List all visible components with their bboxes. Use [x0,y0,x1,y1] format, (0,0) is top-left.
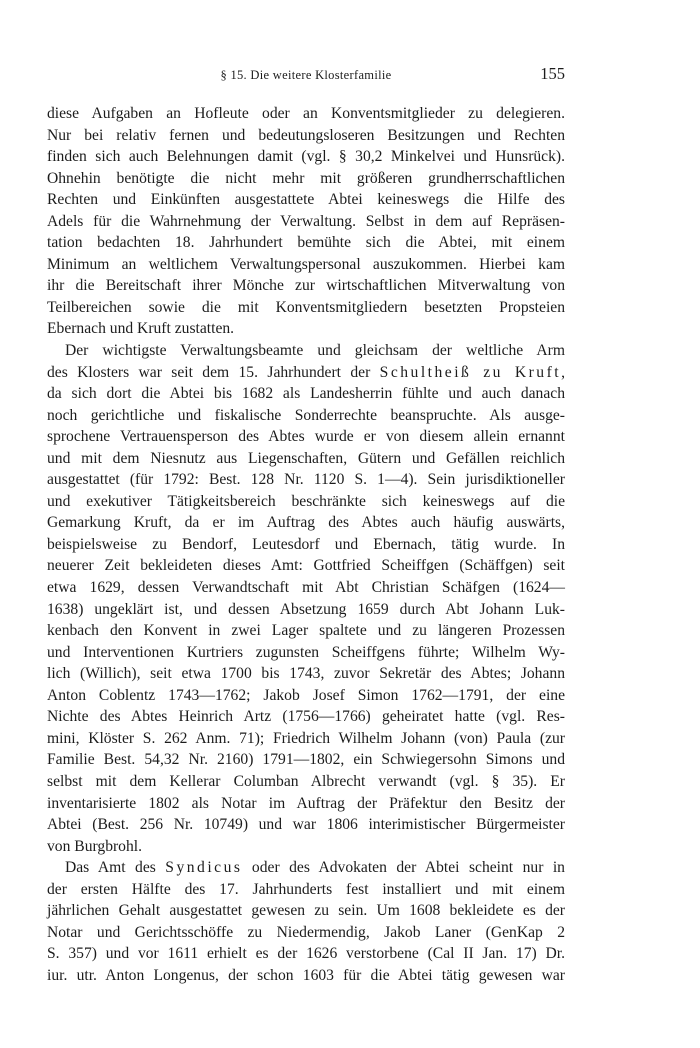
text-segment: , [561,363,566,381]
text-line: kenbach den Konvent in zwei Lager spaltete und zu längeren Prozessen [47,622,565,640]
text-line: und Interventionen Kurtriers zugunsten Scheiffgens führte; Wilhelm Wy- [47,643,565,661]
text-line: tation bedachten 18. Jahrhundert bemühte sich die Abtei, mit einem [47,234,565,252]
text-line: mini, Klöster S. 262 Anm. 71); Friedrich Wilhelm Johann (von) Paula (zur [47,729,565,747]
spaced-term: Syndicus [165,859,243,877]
text-line: Gemarkung Kruft, da er im Auftrag des Abtes auch häufig auswärts, [47,514,565,532]
text-line: noch gerichtliche und fiskalische Sonderrechte beanspruchte. Als ausge- [47,406,565,424]
text-line: und exekutiver Tätigkeitsbereich beschränkte sich keineswegs auf die [47,492,565,510]
text-line: ausgestattet (für 1792: Best. 128 Nr. 1120 S. 1—4). Sein jurisdiktioneller [47,471,565,489]
text-line: Ohnehin benötigte die nicht mehr mit größeren grundherrschaftlichen [47,169,565,187]
text-line: finden sich auch Belehnungen damit (vgl. § 30,2 Minkelvei und Hunsrück). [47,148,565,166]
text-line: Teilbereichen sowie die mit Konventsmitgliedern besetzten Propsteien [47,298,565,316]
text-segment: Das Amt des [65,859,166,877]
text-line: diese Aufgaben an Hofleute oder an Konventsmitglieder zu delegieren. [47,105,565,122]
text-segment: des Klosters war seit dem 15. Jahrhundert der [47,363,380,381]
text-line: der ersten Hälfte des 17. Jahrhunderts fest installiert und mit einem [47,880,565,898]
text-line: ihr die Bereitschaft ihrer Mönche zur wirtschaftlichen Mitverwaltung von [47,277,565,295]
text-line: beispielsweise zu Bendorf, Leutesdorf und Ebernach, tätig wurde. In [47,535,565,553]
text-segment: oder des Advokaten der Abtei scheint nur in [242,859,565,877]
text-line: inventarisierte 1802 als Notar im Auftrag der Präfektur den Besitz der [47,794,565,812]
text-line: jährlichen Gehalt ausgestattet gewesen zu sein. Um 1608 bekleidete es der [47,902,565,920]
text-line: sprochene Vertrauensperson des Abtes wurde er von diesem allein ernannt [47,428,565,446]
text-line: Nur bei relativ fernen und bedeutungsloseren Besitzungen und Rechten [47,126,565,144]
text-line: etwa 1629, dessen Verwandtschaft mit Abt Christian Schäfgen (1624— [47,579,565,597]
text-line [47,362,565,384]
text-line: iur. utr. Anton Longenus, der schon 1603 für die Abtei tätig gewesen war [47,966,565,984]
text-line: Nichte des Abtes Heinrich Artz (1756—1766) geheiratet hatte (vgl. Res- [47,708,565,726]
spaced-term: Schultheiß zu Kruft [379,363,562,381]
text-line: von Burgbrohl. [47,837,143,855]
text-line: Notar und Gerichtsschöffe zu Niedermendig, Jakob Laner (GenKap 2 [47,923,565,941]
text-line [47,857,565,879]
text-line: Rechten und Einkünften ausgestattete Abtei keineswegs die Hilfe des [47,191,565,209]
text-line: Ebernach und Kruft zustatten. [47,320,235,338]
text-line: neuerer Zeit bekleideten dieses Amt: Gottfried Scheiffgen (Schäffgen) seit [47,557,565,575]
text-line: Familie Best. 54,32 Nr. 2160) 1791—1802, ein Schwiegersohn Simons und [47,751,565,769]
page-number: 155 [540,64,565,83]
text-line: und mit dem Niesnutz aus Liegenschaften, Gütern und Gefällen reichlich [47,449,565,467]
body-text [47,103,565,986]
text-line: Der wichtigste Verwaltungsbeamte und gleichsam der weltliche Arm [65,342,565,360]
text-line: S. 357) und vor 1611 erhielt es der 1626 verstorbene (Cal II Jan. 17) Dr. [47,945,565,963]
text-line: Minimum an weltlichem Verwaltungspersonal auszukommen. Hierbei kam [47,255,565,273]
text-line: Abtei (Best. 256 Nr. 10749) und war 1806 interimistischer Bürgermeister [47,816,565,834]
running-title: § 15. Die weitere Klosterfamilie [220,68,392,82]
text-line: Anton Coblentz 1743—1762; Jakob Josef Simon 1762—1791, der eine [47,686,565,704]
text-line: 1638) ungeklärt ist, und dessen Absetzung 1659 durch Abt Johann Luk- [47,600,565,618]
text-line: selbst mit dem Kellerar Columban Albrecht verwandt (vgl. § 35). Er [47,772,565,790]
text-line: Adels für die Wahrnehmung der Verwaltung. Selbst in dem auf Repräsen- [47,212,565,230]
text-line: da sich dort die Abtei bis 1682 als Landesherrin fühlte und auch danach [47,385,565,403]
text-line: lich (Willich), seit etwa 1700 bis 1743, zuvor Sekretär des Abtes; Johann [47,665,565,683]
page-header [47,64,565,88]
